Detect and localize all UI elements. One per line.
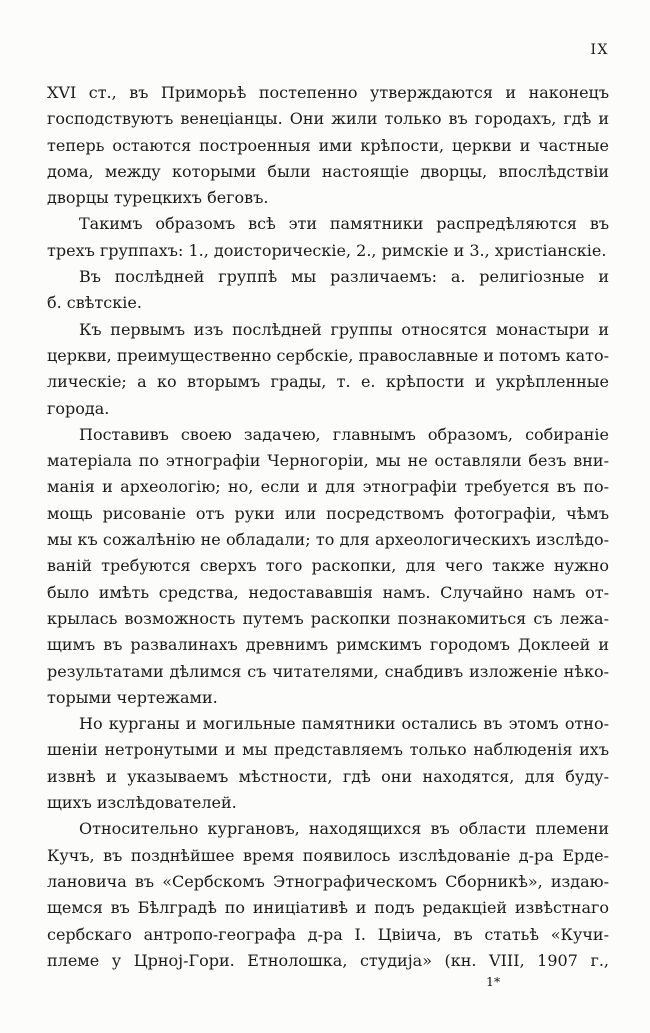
text-line: шеніи нетронутыми и мы представляемъ только наблюденія ихъ	[47, 740, 609, 760]
text-line: Поставивъ своею задачею, главнымъ образомъ, собираніе	[79, 424, 609, 444]
text-line: результатами дѣлимся съ читателями, снабдивъ изложеніе нѣко-	[47, 661, 609, 681]
paragraph	[47, 264, 609, 317]
text-line: щихъ изслѣдователей.	[47, 793, 237, 813]
text-block	[47, 80, 609, 974]
paragraph	[47, 317, 609, 422]
text-line: б. свѣтскіе.	[47, 293, 142, 313]
paragraph	[47, 816, 609, 974]
text-line: мы къ сожалѣнію не обладали; то для археологическихъ изслѣдо-	[47, 530, 609, 550]
paragraph	[47, 80, 609, 211]
text-line: ваній требуются сверхъ того раскопки, для чего также нужно	[47, 556, 609, 576]
text-line: Такимъ образомъ всѣ эти памятники распредѣляются въ	[79, 214, 609, 234]
paragraph	[47, 711, 609, 816]
text-line: лановича въ «Сербскомъ Этнографическомъ Сборникѣ», издаю-	[47, 871, 609, 891]
text-line: теперь остаются построенныя ими крѣпости, церкви и частные	[47, 135, 609, 155]
text-line: Относительно кургановъ, находящихся въ области племени	[79, 819, 609, 839]
text-line: трехъ группахъ: 1., доисторическіе, 2., римскіе и 3., христіанскіе.	[47, 240, 607, 260]
page-number: IX	[590, 42, 609, 58]
text-line: Къ первымъ изъ послѣдней группы относятся монастыри и	[79, 319, 609, 339]
text-line: матеріала по этнографіи Черногоріи, мы не оставляли безъ вни-	[47, 451, 609, 471]
text-line: щемся въ Бѣлградѣ по иниціативѣ и подъ редакціей извѣстнаго	[47, 898, 609, 918]
text-line: манія и археологію; но, если и для этнографіи требуется въ по-	[47, 477, 609, 497]
text-line: дворцы турецкихъ беговъ.	[47, 188, 269, 208]
text-line: извнѣ и указываемъ мѣстности, гдѣ они находятся, для буду-	[47, 766, 609, 786]
paragraph	[47, 422, 609, 711]
text-line: щимъ въ развалинахъ древнимъ римскимъ городомъ Доклеей и	[47, 635, 609, 655]
text-line: города.	[47, 398, 110, 418]
text-line: мощь рисованіе отъ руки или посредствомъ фотографіи, чѣмъ	[47, 503, 609, 523]
text-line: сербскаго антропо-географа д-ра І. Цвіича, въ статьѣ «Кучи-	[47, 924, 609, 944]
text-line: лическіе; а ко вторымъ грады, т. е. крѣпости и укрѣпленные	[47, 372, 609, 392]
text-line: Въ послѣдней группѣ мы различаемъ: а. религіозные и	[79, 267, 609, 287]
paragraph	[47, 211, 609, 264]
text-line: было имѣть средства, недостававшія намъ. Случайно намъ от-	[47, 582, 609, 602]
text-line: церкви, преимущественно сербскіе, православные и потомъ като-	[47, 345, 609, 365]
text-line: торыми чертежами.	[47, 687, 218, 707]
text-line: крылась возможность путемъ раскопки познакомиться съ лежа-	[47, 608, 609, 628]
text-line: XVI ст., въ Приморьѣ постепенно утверждаются и наконецъ	[47, 83, 609, 102]
text-line: дома, между которыми были настоящіе дворцы, впослѣдствіи	[47, 161, 609, 181]
text-line: Кучъ, въ позднѣйшее время появилось изслѣдованіе д-ра Ерде-	[47, 845, 609, 865]
text-line: господствуютъ венеціанцы. Они жили только въ городахъ, гдѣ и	[47, 109, 609, 129]
text-line: племе у Црној-Гори. Етнолошка, студија» (кн. VIII, 1907 г.,	[47, 950, 609, 970]
signature-mark: 1*	[486, 974, 501, 989]
text-line: Но курганы и могильные памятники остались въ этомъ отно-	[79, 714, 609, 734]
